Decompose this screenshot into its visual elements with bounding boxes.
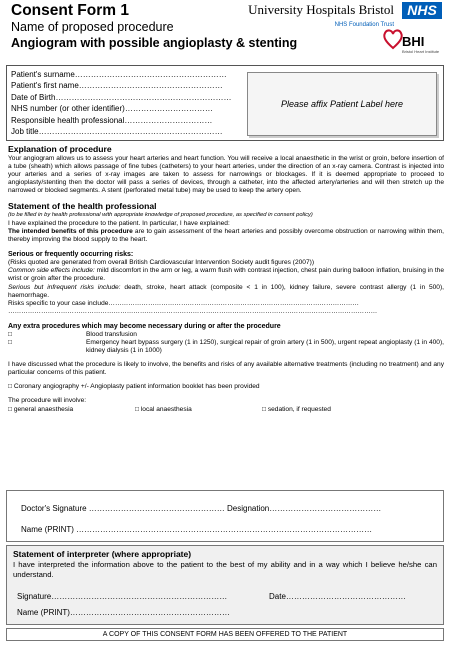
nhs-number-field[interactable]: NHS number (or other identifier)…………………………… [11,104,213,114]
serious-risks-text: death, stroke, heart attack (composite < 1 in 100), kidney failure, severe contrast allergy (1 in 500), haemorrhage. [8,283,444,299]
patient-fields [11,69,231,137]
common-risks [8,267,444,283]
date-of-birth-field[interactable]: Date of Birth………………………………………………………… [11,92,232,102]
risks-heading: Serious or frequently occurring risks: [8,251,134,259]
interpreter-heading: Statement of interpreter (where appropriate) [13,549,192,559]
interpreter-text: I have interpreted the information above to the patient to the best of my ability and in a way which I believe he/she can understand. [13,560,437,579]
specific-risks-field[interactable]: Risks specific to your case include…………………………………………………………………………………………………… [8,299,359,307]
benefits-paragraph [8,228,444,244]
anaesthesia-options [8,406,444,414]
doctor-name-field[interactable]: Name (PRINT) ………………………………………………………………………………………………… [21,525,373,534]
patient-details-box [6,65,444,141]
explanation-text: Your angiogram allows us to assess your heart arteries and heart function. You will receive a local anaesthetic in the wrist or groin, before insertion of a tube (sheath) which allows passage of fine tubes (catheters) to your heart arteries, under the direction of an x-ray camera. Contrast is injected into your arteries and a series of x-ray images are taken to assess for narrowings or blockages. If it is deemed appropriate to proceed to angioplasty/stenting then the doctor will pass a series of devices, through a catheter, into the affected artery/arteries and will then stretch up the narrowed or blocked segments. A stent (perforated metal tube) may be used to keep the artery open. [8,155,444,195]
extra-checkbox-transfusion[interactable]: □ [8,330,12,338]
form-body [8,144,444,414]
heart-icon [382,27,404,51]
booklet-checkbox[interactable]: □ Coronary angiography +/- Angioplasty patient information booklet has been provided [8,383,260,391]
bhi-logo [382,27,444,57]
org-name: University Hospitals Bristol [248,2,394,17]
procedure-name: Angiogram with possible angioplasty & stenting [11,36,298,50]
bhi-subtitle: Bristol Heart Institute [402,49,440,54]
health-professional-note: (to be filled in by health professional with appropriate knowledge of proposed procedure, as specified in consent policy) [8,212,313,219]
job-title-field[interactable]: Job title…………………………………………………………… [11,127,223,137]
bhi-text: BHI [402,34,425,49]
anaesthesia-intro: The procedure will involve: [8,397,87,405]
common-risks-label: Common side effects include: [8,267,95,275]
local-anaesthesia-checkbox[interactable]: □ local anaesthesia [135,405,192,413]
benefits-label: The intended benefits of this procedure [8,228,133,236]
extra-item [8,331,444,339]
explanation-heading: Explanation of procedure [8,144,112,154]
responsible-professional-field[interactable]: Responsible health professional…………………………… [11,115,213,125]
nhs-logo: NHS [402,2,442,19]
sedation-checkbox[interactable]: □ sedation, if requested [262,405,331,413]
doctor-signature-field[interactable]: Doctor's Signature …………………………………………… Designation…………………………………… [21,504,382,513]
serious-risks [8,284,444,300]
doctor-signature-box [6,490,444,542]
health-professional-line: I have explained the procedure to the patient. In particular, I have explained: [8,219,230,227]
interpreter-signature-field[interactable]: Signature………………………………………………………… [17,592,228,601]
form-subtitle: Name of proposed procedure [11,20,174,34]
patient-label-area [247,72,437,136]
copy-offered-footer: A COPY OF THIS CONSENT FORM HAS BEEN OFFERED TO THE PATIENT [6,628,444,641]
common-risks-text: mild discomfort in the arm or leg, a warm flush with contrast injection, chest pain during balloon inflation, bruising in the wrist or groin after the procedure. [8,267,444,283]
patient-label-text: Please affix Patient Label here [280,99,404,109]
extra-item [8,339,444,355]
specific-risks-dots[interactable]: …………………………………………………………………………………………………………………………………………………… [8,307,378,315]
serious-risks-label: Serious but infrequent risks include: [8,283,121,291]
trust-name: NHS Foundation Trust [334,22,394,28]
general-anaesthesia-checkbox[interactable]: □ general anaesthesia [8,405,74,413]
interpreter-box [6,545,444,625]
extra-item-text: Blood transfusion [86,330,137,338]
extra-item-text: Emergency heart bypass surgery (1 in 1250), surgical repair of groin artery (1 in 500), urgent repeat angioplasty (1 in 400), kidney dialysis (1 in 1000) [86,339,444,355]
interpreter-name-field[interactable]: Name (PRINT)…………………………………………………… [17,608,230,617]
discussed-text: I have discussed what the procedure is likely to involve, the benefits and risks of any available alternative treatments (including no treatment) and any particular concerns of this patient. [8,361,444,377]
interpreter-date-field[interactable]: Date……………………………………… [269,592,406,601]
risks-source: (Risks quoted are generated from overall British Cardiovascular Intervention Society audit figures (2007)) [8,259,315,267]
benefits-text: are to gain assessment of the heart arteries and possibly overcome obstruction or narrowing within them, thereby improving the blood supply to the heart. [8,228,444,244]
health-professional-heading: Statement of the health professional [8,201,157,212]
patient-surname-field[interactable]: Patient's surname………………………………………………… [11,70,227,79]
extra-checkbox-emergency[interactable]: □ [8,339,12,346]
form-title: Consent Form 1 [11,2,129,19]
extra-procedures-heading: Any extra procedures which may become necessary during or after the procedure [8,322,281,330]
patient-firstname-field[interactable]: Patient's first name……………………………………………… [11,81,223,91]
